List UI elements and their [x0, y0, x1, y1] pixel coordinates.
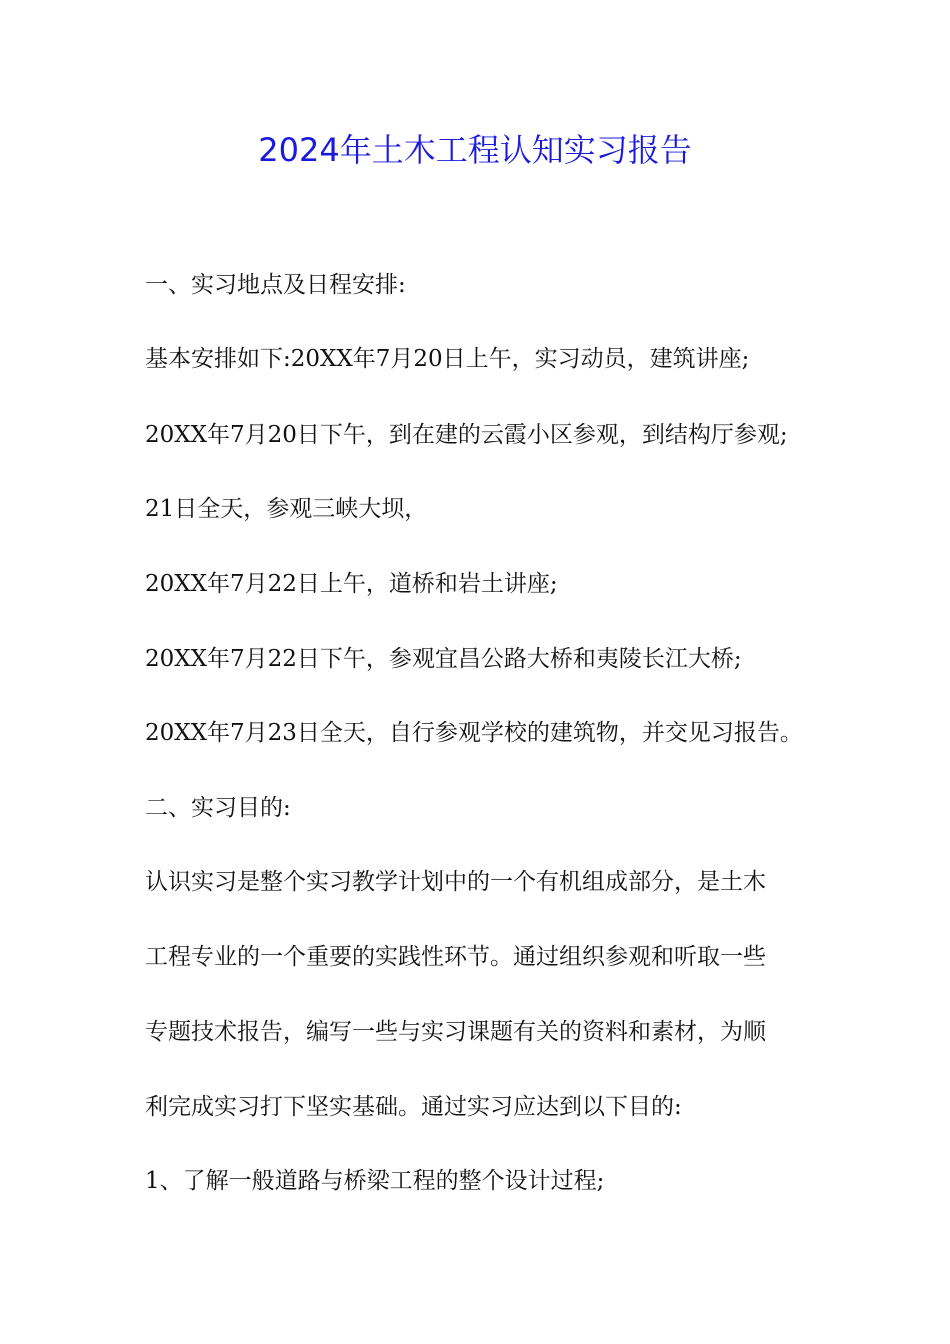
- section-heading-purpose: 二、实习目的:: [145, 795, 291, 821]
- paragraph-line: 20XX年7月20日下午，到在建的云霞小区参观，到结构厅参观;: [145, 422, 788, 448]
- paragraph-line: 专题技术报告，编写一些与实习课题有关的资料和素材，为顺: [145, 1019, 766, 1045]
- list-item: 1、了解一般道路与桥梁工程的整个设计过程;: [145, 1168, 605, 1194]
- paragraph-line: 21日全天，参观三峡大坝，: [145, 496, 428, 522]
- paragraph-line: 工程专业的一个重要的实践性环节。通过组织参观和听取一些: [145, 944, 766, 970]
- document-title: 2024年土木工程认知实习报告: [258, 131, 692, 169]
- paragraph-line: 20XX年7月22日上午，道桥和岩土讲座;: [145, 571, 558, 597]
- paragraph-line: 认识实习是整个实习教学计划中的一个有机组成部分，是土木: [145, 869, 766, 895]
- paragraph-line: 20XX年7月22日下午，参观宜昌公路大桥和夷陵长江大桥;: [145, 646, 742, 672]
- paragraph-line: 利完成实习打下坚实基础。通过实习应达到以下目的:: [145, 1094, 682, 1120]
- paragraph-line: 20XX年7月23日全天，自行参观学校的建筑物，并交见习报告。: [145, 720, 803, 746]
- paragraph-line: 基本安排如下:20XX年7月20日上午，实习动员，建筑讲座;: [145, 346, 750, 372]
- section-heading-schedule: 一、实习地点及日程安排:: [145, 272, 406, 298]
